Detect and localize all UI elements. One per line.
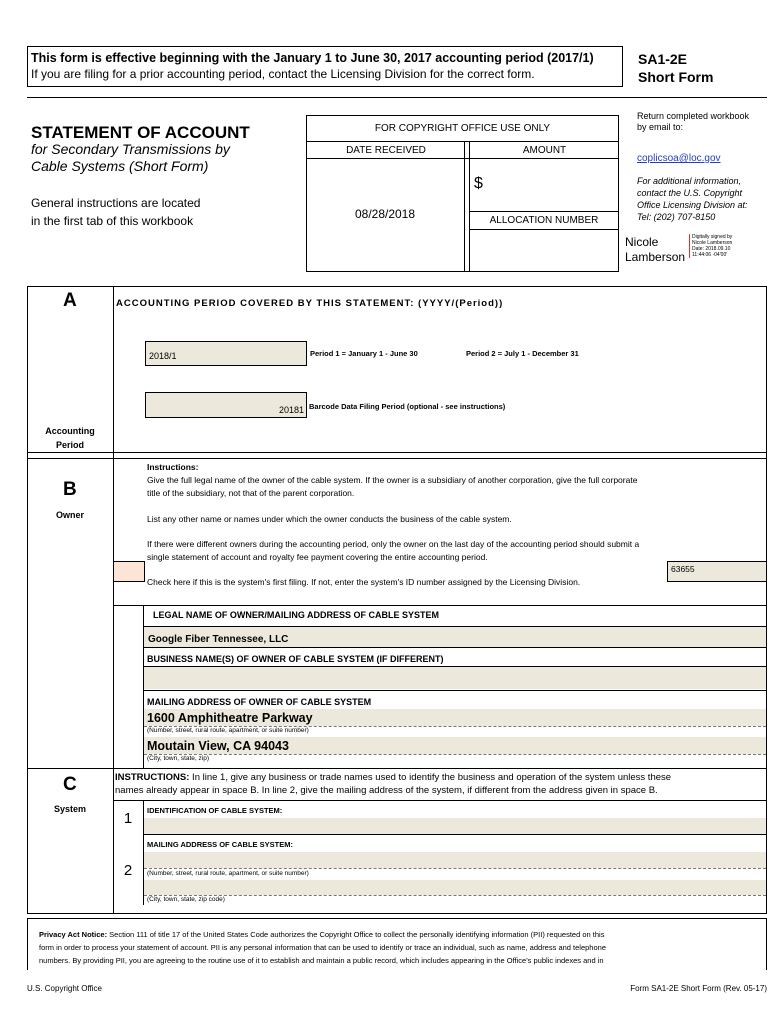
email-link[interactable]: coplicsoa@loc.gov [637, 153, 721, 164]
signature-detail-line: Nicole Lamberson [692, 240, 733, 246]
privacy-line-1 [39, 930, 604, 939]
owner-grid-line [143, 690, 767, 691]
system-street-field[interactable] [144, 852, 766, 868]
amount-dollar-sign: $ [474, 175, 483, 192]
office-use-line [306, 158, 619, 159]
info-text-1: For additional information, [637, 176, 742, 186]
owner-grid-line [143, 666, 767, 667]
privacy-line-3: numbers. By providing PII, you are agreeing to the routine use of it to establish and maintain a public record, which includes appearing in the Office's public indexes and in [39, 956, 604, 965]
general-instructions-2: in the first tab of this workbook [31, 214, 194, 228]
system-grid-line [113, 800, 767, 801]
signature-detail-line: Date: 2018.09.10 [692, 246, 731, 252]
section-b-bottom [27, 768, 767, 769]
system-street-hint: (Number, street, rural route, apartment, or suite number) [147, 870, 309, 877]
period-1-note: Period 1 = January 1 - June 30 [310, 349, 418, 358]
system-instructions-bold: INSTRUCTIONS: [115, 772, 190, 783]
section-b-top [27, 458, 767, 459]
privacy-line-2: form in order to process your statement of account. PII is any personal information that can be used to identify or trace an individual, such as name, address and telephone [39, 943, 606, 952]
system-mailing-label: MAILING ADDRESS OF CABLE SYSTEM: [147, 840, 293, 849]
section-b-label: Owner [55, 510, 84, 520]
signature-name-2: Lamberson [625, 250, 686, 264]
system-instructions-rest: In line 1, give any business or trade names used to identify the business and operation of the system unless these [189, 772, 672, 783]
office-use-divider [464, 141, 465, 272]
owner-grid-line [113, 605, 767, 606]
field-separator [144, 895, 766, 896]
signature-detail-line: Digitally signed by [692, 234, 733, 240]
signature-details [689, 234, 732, 258]
office-use-line [306, 141, 619, 142]
system-instructions-1 [115, 772, 671, 783]
section-c-letter: C [63, 774, 77, 795]
form-type: Short Form [638, 69, 714, 85]
owner-instructions-line: single statement of account and royalty fee payment covering the entire accounting period. [147, 552, 488, 562]
field-separator [144, 868, 766, 869]
header-divider [27, 97, 767, 98]
business-name-label: BUSINESS NAME(S) OF OWNER OF CABLE SYSTEM (IF DIFFERENT) [147, 654, 444, 664]
section-a-label-1: Accounting [45, 426, 95, 436]
date-received-value: 08/28/2018 [354, 207, 416, 221]
privacy-text-1: Section 111 of title 17 of the United States Code authorizes the Copyright Office to collect the personally identifying information (PII) requested on this [107, 930, 605, 939]
system-grid-line [143, 834, 767, 835]
effective-line: This form is effective beginning with the January 1 to June 30, 2017 accounting period (2017/1) [31, 51, 594, 65]
signature-detail-line: 11:44:06 -04'00' [692, 252, 728, 258]
office-use-line [469, 211, 619, 212]
line-2-number: 2 [123, 862, 133, 879]
system-instructions-2: names already appear in space B. In line 2, give the mailing address of the system, if different from the address given in space B. [115, 785, 658, 796]
return-text-2: by email to: [637, 122, 684, 132]
owner-instructions-line: Give the full legal name of the owner of the cable system. If the owner is a subsidiary of another corporation, give the full corporate [147, 475, 638, 485]
system-city-field[interactable] [144, 880, 766, 895]
form-subtitle-2: Cable Systems (Short Form) [31, 158, 209, 174]
street-value: 1600 Amphitheatre Parkway [147, 711, 313, 725]
system-id-input[interactable]: 63655 [667, 561, 767, 582]
legal-name-value: Google Fiber Tennessee, LLC [148, 634, 289, 645]
form-title: STATEMENT OF ACCOUNT [31, 123, 250, 142]
footer-left: U.S. Copyright Office [27, 984, 102, 993]
owner-grid-line [143, 647, 767, 648]
signature-name-1: Nicole [625, 235, 659, 249]
accounting-period-input[interactable]: 2018/1 [145, 341, 307, 366]
footer-right: Form SA1-2E Short Form (Rev. 05-17) [630, 984, 767, 993]
city-value: Moutain View, CA 94043 [147, 739, 289, 753]
office-use-line [469, 229, 619, 230]
general-instructions-1: General instructions are located [31, 196, 201, 210]
section-b-letter: B [63, 479, 77, 500]
section-a-label-2: Period [55, 440, 84, 450]
owner-instructions-line: title of the subsidiary, not that of the parent corporation. [147, 488, 355, 498]
return-text-1: Return completed workbook [637, 111, 750, 121]
info-tel: Tel: (202) 707-8150 [637, 212, 716, 222]
prior-period-line: If you are filing for a prior accounting period, contact the Licensing Division for the correct form. [31, 67, 535, 81]
owner-instructions-heading: Instructions: [147, 462, 199, 472]
field-separator [144, 754, 766, 755]
office-use-divider [469, 141, 470, 272]
office-use-box [306, 115, 619, 272]
identification-field[interactable] [144, 818, 766, 834]
privacy-heading: Privacy Act Notice: [39, 930, 108, 939]
identification-label: IDENTIFICATION OF CABLE SYSTEM: [147, 806, 283, 815]
section-a-bottom [27, 452, 767, 453]
barcode-period-value: 20181 [278, 405, 304, 415]
section-c-label: System [53, 804, 87, 814]
amount-label: AMOUNT [522, 145, 567, 156]
owner-instructions-line: If there were different owners during the accounting period, only the owner on the last day of the accounting period should submit a [147, 539, 640, 549]
allocation-number-label: ALLOCATION NUMBER [489, 215, 599, 226]
street-hint: (Number, street, rural route, apartment, or suite number) [147, 727, 309, 734]
period-2-note: Period 2 = July 1 - December 31 [466, 349, 579, 358]
system-city-hint: (City, town, state, zip code) [147, 896, 225, 903]
line-1-number: 1 [123, 810, 133, 827]
office-use-heading: FOR COPYRIGHT OFFICE USE ONLY [374, 123, 551, 134]
info-text-3: Office Licensing Division at: [637, 200, 748, 210]
first-filing-text: Check here if this is the system's first filing. If not, enter the system's ID number assigned by the Licensing Division. [147, 577, 581, 587]
mailing-address-label: MAILING ADDRESS OF OWNER OF CABLE SYSTEM [147, 697, 372, 707]
city-hint: (City, town, state, zip) [147, 755, 210, 762]
info-text-2: contact the U.S. Copyright [637, 188, 743, 198]
accounting-period-heading: ACCOUNTING PERIOD COVERED BY THIS STATEMENT: (YYYY/(Period)) [116, 298, 504, 309]
date-received-label: DATE RECEIVED [346, 145, 426, 156]
owner-instructions-line: List any other name or names under which the owner conducts the business of the cable system. [147, 514, 512, 524]
form-code: SA1-2E [638, 51, 688, 67]
form-subtitle-1: for Secondary Transmissions by [31, 141, 230, 157]
legal-name-label: LEGAL NAME OF OWNER/MAILING ADDRESS OF CABLE SYSTEM [153, 610, 440, 620]
business-name-field[interactable] [144, 667, 766, 689]
barcode-period-label: Barcode Data Filing Period (optional - see instructions) [309, 402, 506, 411]
first-filing-checkbox[interactable] [113, 561, 145, 582]
section-a-letter: A [63, 290, 77, 311]
